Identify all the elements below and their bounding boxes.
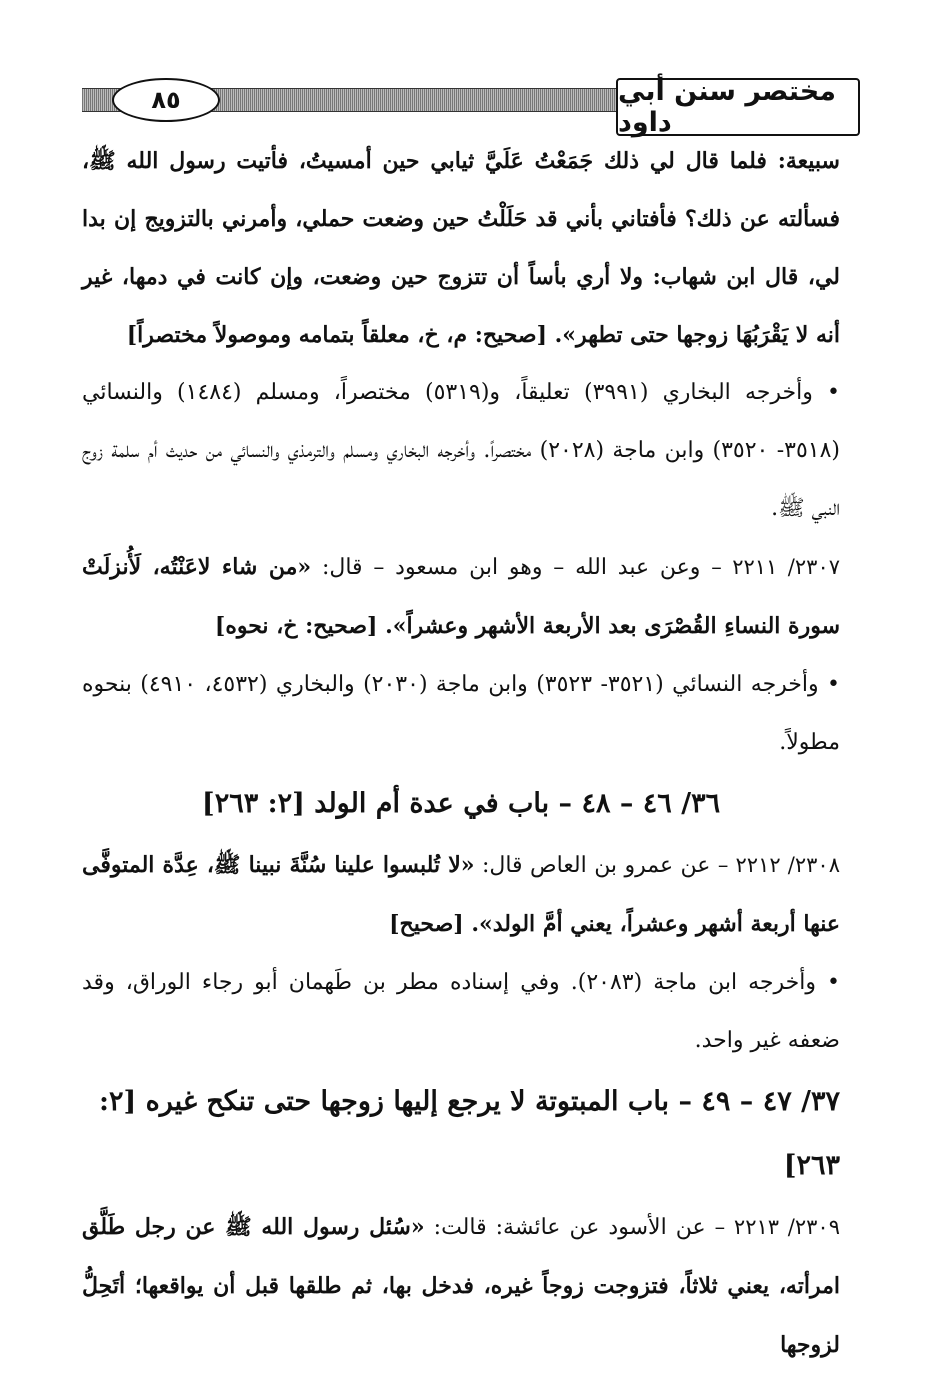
book-title: مختصر سنن أبي داود (616, 78, 860, 136)
hadith-2308 (82, 836, 840, 954)
hadith-text: «من شاء لاعَنْتُه، لَأُنزلَتْ سورة النساءِ القُصْرَى بعد الأربعة الأشهر وعشراً». [صحيح: خ، نحوه] (82, 554, 840, 639)
hadith-number: ٢٣٠٧/ ٢٢١١ – (711, 555, 841, 579)
takhrij-note: • وأخرجه ابن ماجة (٢٠٨٣). وفي إسناده مطر بن طَهمان أبو رجاء الوراق، وقد ضعفه غير واحد. (82, 970, 841, 1053)
hadith-2309 (82, 1198, 840, 1375)
chapter-heading: ٣٧/ ٤٧ – ٤٩ – باب المبتوتة لا يرجع إليها زوجها حتى تنكح غيره [٢: ٢٦٣] (98, 1086, 840, 1181)
chapter-heading: ٣٦/ ٤٦ – ٤٨ – باب في عدة أم الولد [٢: ٢٦٣] (201, 788, 721, 819)
page-header (82, 78, 860, 136)
page-content (82, 132, 840, 1375)
takhrij-note: • وأخرجه البخاري (٣٩٩١) تعليقاً، و(٥٣١٩) مختصراً، ومسلم (١٤٨٤) والنسائي (٣٥١٨- ٣٥٢٠) وابن ماجة (٢٠٢٨) مختصراً. وأخرجه البخاري ومسلم والترمذي والنسائي من حديث أم سلمة زوج النبي ﷺ. (82, 380, 840, 521)
hadith-text: «لا تُلبسوا علينا سُنَّةَ نبينا ﷺ، عِدَّة المتوفَّى عنها أربعة أشهر وعشراً، يعني أمَّ الولد». [صحيح] (82, 852, 840, 937)
hadith-chain: عن عمرو بن العاص قال: (481, 853, 711, 878)
hadith-chain: عن الأسود عن عائشة: قالت: (433, 1215, 706, 1240)
takhrij-note: • وأخرجه النسائي (٣٥٢١- ٣٥٢٣) وابن ماجة (٢٠٣٠) والبخاري (٤٥٣٢، ٤٩١٠) بنحوه مطولاً. (82, 672, 841, 755)
hadith-continuation: سبيعة: فلما قال لي ذلك جَمَعْتُ عَلَيَّ ثيابي حين أمسيتُ، فأتيت رسول الله ﷺ، فسألته عن ذلك؟ فأفتاني بأني قد حَلَلْتُ حين وضعت حملي، وأمرني بالتزويج إن بدا لي، قال ابن شهاب: ولا أري بأساً أن تتزوج حين وضعت، وإن كانت في دمها، غير أنه لا يَقْرَبُهَا زوجها حتى تطهر». [صحيح: م، خ، معلقاً بتمامه وموصولاً مختصراً] (82, 148, 840, 348)
hadith-number: ٢٣٠٩/ ٢٢١٣ – (714, 1215, 840, 1239)
hadith-text: «سُئل رسول الله ﷺ عن رجل طَلَّق امرأته، يعني ثلاثاً، فتزوجت زوجاً غيره، فدخل بها، ثم طلقها قبل أن يواقعها؛ أتَحِلُّ لزوجها (82, 1214, 840, 1358)
hadith-chain: وعن عبد الله – وهو ابن مسعود – قال: (321, 555, 701, 580)
page-number: ٨٥ (112, 78, 220, 122)
hadith-2307 (82, 538, 840, 656)
hadith-number: ٢٣٠٨/ ٢٢١٢ – (717, 853, 840, 877)
